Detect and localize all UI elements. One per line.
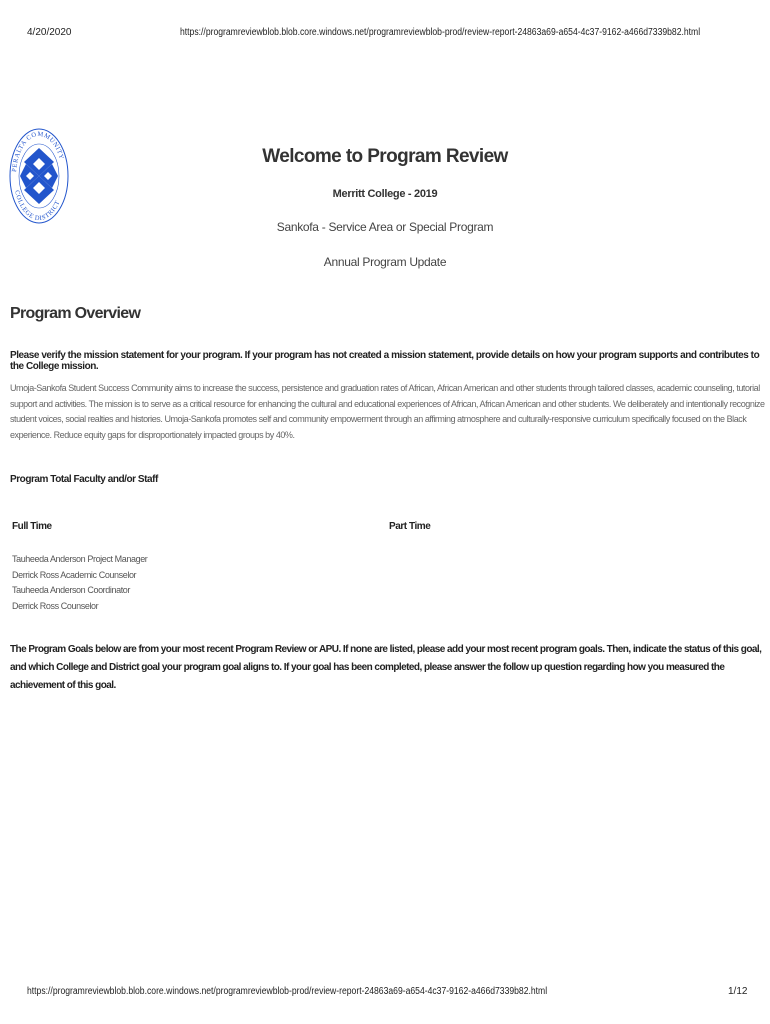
list-item: Tauheeda Anderson Project Manager — [12, 554, 148, 564]
peralta-seal-icon — [8, 126, 70, 226]
print-header-url: https://programreviewblob.blob.core.windows.net/programreviewblob-prod/review-report-24863a69-a654-4c37-9162-a466d7339b82.html — [180, 27, 701, 38]
full-time-label: Full Time — [12, 521, 52, 532]
list-item: Tauheeda Anderson Coordinator — [12, 585, 130, 595]
college-year: Merritt College - 2019 — [332, 188, 438, 200]
list-item: Derrick Ross Counselor — [12, 600, 99, 611]
page-title: Welcome to Program Review — [262, 146, 508, 167]
print-date: 4/20/2020 — [27, 27, 72, 38]
section-heading-program-overview: Program Overview — [10, 305, 141, 322]
print-footer-url: https://programreviewblob.blob.core.windows.net/programreviewblob-prod/review-report-24863a69-a654-4c37-9162-a466d7339b82.html — [27, 986, 548, 997]
district-logo — [8, 126, 70, 226]
program-name: Sankofa - Service Area or Special Program — [276, 220, 494, 234]
list-item: Derrick Ross Academic Counselor — [12, 569, 137, 580]
staff-heading: Program Total Faculty and/or Staff — [10, 474, 158, 485]
mission-answer: Umoja-Sankofa Student Success Community aims to increase the success, persistence and graduation rates of African, African American and other students through tailored classes, academic counseling, tutorial support and activities. The mission is to serve as a critical resource for enhancing the cultural and educational experiences of African, African American and other students. We deliberately and intentionally recognize student voices, social realties and histories. Umoja-Sankofa promotes self and community empowerment through an affirming atmosphere and culturally-responsive curriculum specifically focused on the Black experience. Reduce equity gaps for disproportionately impacted groups by 40%. — [10, 383, 765, 440]
page-number: 1/12 — [728, 986, 748, 997]
full-time-staff-list — [12, 552, 147, 614]
update-type: Annual Program Update — [323, 255, 447, 269]
svg-text:PERALTA COMMUNITY: PERALTA COMMUNITY — [11, 130, 65, 173]
mission-question: Please verify the mission statement for your program. If your program has not created a mission statement, provide details on how your program supports and contributes to the College mission. — [10, 350, 760, 372]
program-goals-intro: The Program Goals below are from your most recent Program Review or APU. If none are listed, please add your most recent program goals. Then, indicate the status of this goal, and which College and District goal your program goal aligns to. If your goal has been completed, please answer the follow up question regarding how you measured the achievement of this goal. — [10, 644, 762, 691]
svg-text:COLLEGE DISTRICT: COLLEGE DISTRICT — [13, 189, 62, 223]
part-time-label: Part Time — [389, 521, 431, 532]
